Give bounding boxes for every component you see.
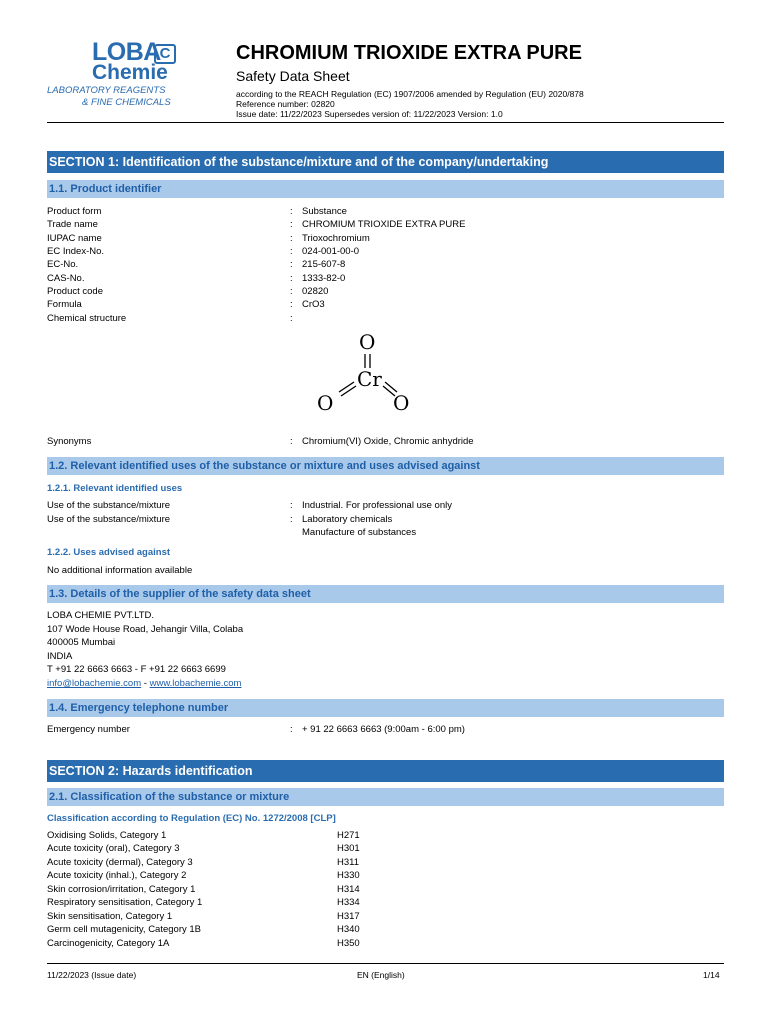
hazard-class-name: Acute toxicity (oral), Category 3 — [47, 843, 180, 854]
row-colon: : — [290, 313, 293, 324]
subsection-1-2-1-heading: 1.2.1. Relevant identified uses — [47, 483, 183, 494]
use-value-extra: Manufacture of substances — [302, 527, 417, 538]
row-value: CrO3 — [302, 299, 325, 310]
row-value: Substance — [302, 206, 347, 217]
document-title: CHROMIUM TRIOXIDE EXTRA PURE — [236, 42, 582, 64]
logo-tagline-2: & FINE CHEMICALS — [82, 97, 171, 108]
supplier-company: LOBA CHEMIE PVT.LTD. — [47, 610, 154, 621]
hazard-code: H350 — [337, 938, 360, 949]
hazard-code: H301 — [337, 843, 360, 854]
row-colon: : — [290, 299, 293, 310]
oxygen-right-label: O — [393, 391, 410, 415]
row-value: 024-001-00-0 — [302, 246, 360, 257]
footer-divider — [47, 963, 724, 964]
subsection-1-1-heading: 1.1. Product identifier — [47, 180, 724, 198]
supplier-address: 107 Wode House Road, Jehangir Villa, Colaba — [47, 624, 244, 635]
oxygen-top-label: O — [359, 330, 376, 354]
row-value: CHROMIUM TRIOXIDE EXTRA PURE — [302, 219, 466, 230]
link-separator: - — [141, 678, 150, 689]
use-label: Use of the substance/mixture — [47, 514, 171, 525]
row-colon: : — [290, 206, 293, 217]
subsection-1-3-heading: 1.3. Details of the supplier of the safety data sheet — [47, 585, 724, 603]
section-1-heading: SECTION 1: Identification of the substance/mixture and of the company/undertaking — [47, 151, 724, 173]
row-colon: : — [290, 436, 293, 447]
subsection-1-4-heading: 1.4. Emergency telephone number — [47, 699, 724, 717]
double-bond-right — [385, 382, 397, 392]
subsection-1-2-heading: 1.2. Relevant identified uses of the substance or mixture and uses advised against — [47, 457, 724, 475]
row-label: Chemical structure — [47, 313, 127, 324]
row-colon: : — [290, 286, 293, 297]
hazard-class-name: Respiratory sensitisation, Category 1 — [47, 897, 203, 908]
row-label: EC-No. — [47, 259, 79, 270]
row-value: 215-607-8 — [302, 259, 346, 270]
subsection-2-1-heading: 2.1. Classification of the substance or mixture — [47, 788, 724, 806]
row-label: Product form — [47, 206, 102, 217]
row-label: Formula — [47, 299, 82, 310]
row-colon: : — [290, 259, 293, 270]
row-colon: : — [290, 514, 293, 525]
supplier-phone: T +91 22 6663 6663 - F +91 22 6663 6699 — [47, 664, 226, 675]
row-colon: : — [290, 233, 293, 244]
use-value: Industrial. For professional use only — [302, 500, 452, 511]
row-colon: : — [290, 500, 293, 511]
emergency-value: + 91 22 6663 6663 (9:00am - 6:00 pm) — [302, 724, 465, 735]
row-colon: : — [290, 246, 293, 257]
use-label: Use of the substance/mixture — [47, 500, 171, 511]
hazard-code: H334 — [337, 897, 360, 908]
website-link[interactable]: www.lobachemie.com — [149, 678, 242, 689]
footer-language: EN (English) — [357, 970, 405, 980]
hazard-code: H311 — [337, 857, 360, 868]
row-label: Trade name — [47, 219, 98, 230]
row-colon: : — [290, 273, 293, 284]
row-label: EC Index-No. — [47, 246, 105, 257]
document-subtitle: Safety Data Sheet — [236, 68, 350, 84]
footer-date: 11/22/2023 (Issue date) — [47, 970, 137, 980]
row-colon: : — [290, 724, 293, 735]
synonyms-label: Synonyms — [47, 436, 92, 447]
chemical-structure-diagram — [305, 322, 435, 422]
logo-tagline-1: LABORATORY REAGENTS — [47, 85, 166, 96]
row-value: 1333-82-0 — [302, 273, 346, 284]
use-value: Laboratory chemicals — [302, 514, 393, 525]
hazard-code: H317 — [337, 911, 360, 922]
header-divider — [47, 122, 724, 123]
synonyms-value: Chromium(VI) Oxide, Chromic anhydride — [302, 436, 474, 447]
row-label: IUPAC name — [47, 233, 102, 244]
email-link[interactable]: info@lobachemie.com — [47, 678, 142, 689]
advised-against-text: No additional information available — [47, 565, 193, 576]
issue-info: Issue date: 11/22/2023 Supersedes version of: 11/22/2023 Version: 1.0 — [236, 109, 503, 119]
row-value: 02820 — [302, 286, 329, 297]
regulation-text: according to the REACH Regulation (EC) 1907/2006 amended by Regulation (EU) 2020/878 — [236, 89, 584, 99]
hazard-class-name: Skin sensitisation, Category 1 — [47, 911, 173, 922]
reference-number: Reference number: 02820 — [236, 99, 335, 109]
double-bond-left — [339, 382, 354, 392]
hazard-code: H330 — [337, 870, 360, 881]
row-value: Trioxochromium — [302, 233, 370, 244]
footer-page-number: 1/14 — [703, 970, 720, 980]
hazard-class-name: Skin corrosion/irritation, Category 1 — [47, 884, 196, 895]
section-2-heading: SECTION 2: Hazards identification — [47, 760, 724, 782]
subsection-1-2-2-heading: 1.2.2. Uses advised against — [47, 547, 171, 558]
row-label: CAS-No. — [47, 273, 85, 284]
hazard-code: H271 — [337, 830, 360, 841]
clp-classification-heading: Classification according to Regulation (EC) No. 1272/2008 [CLP] — [47, 813, 336, 824]
logo-chemie-text: Chemie — [92, 61, 168, 84]
chromium-label: Cr — [357, 367, 382, 391]
hazard-class-name: Acute toxicity (inhal.), Category 2 — [47, 870, 187, 881]
row-label: Product code — [47, 286, 103, 297]
hazard-code: H314 — [337, 884, 360, 895]
row-colon: : — [290, 219, 293, 230]
supplier-country: INDIA — [47, 651, 73, 662]
supplier-city: 400005 Mumbai — [47, 637, 116, 648]
oxygen-left-label: O — [317, 391, 334, 415]
supplier-contact-links — [47, 678, 241, 690]
hazard-class-name: Germ cell mutagenicity, Category 1B — [47, 924, 201, 935]
hazard-class-name: Oxidising Solids, Category 1 — [47, 830, 167, 841]
hazard-class-name: Carcinogenicity, Category 1A — [47, 938, 170, 949]
logo-loba-text: LOBA — [92, 38, 161, 66]
hazard-code: H340 — [337, 924, 360, 935]
logo-mark-icon: C — [154, 44, 176, 64]
emergency-label: Emergency number — [47, 724, 130, 735]
hazard-class-name: Acute toxicity (dermal), Category 3 — [47, 857, 193, 868]
